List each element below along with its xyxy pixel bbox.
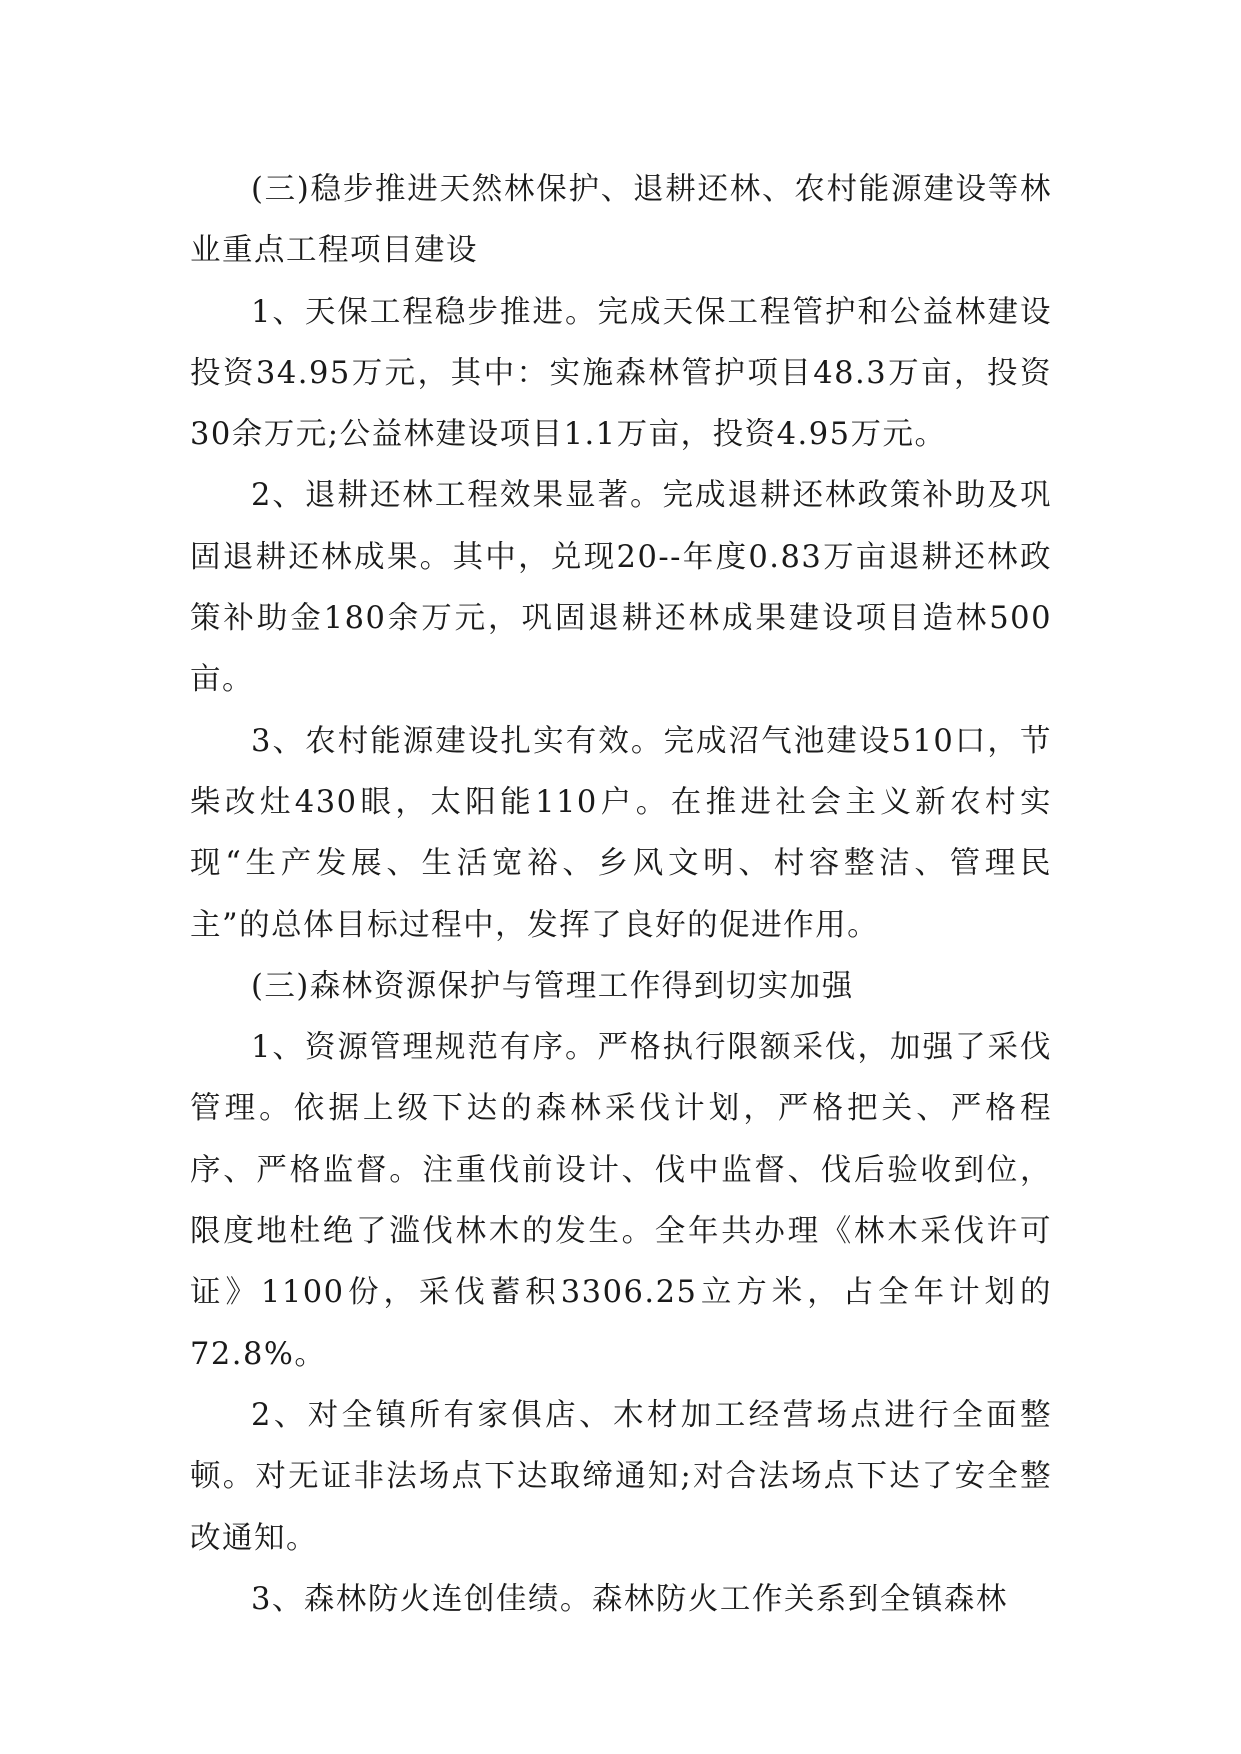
document-body	[190, 159, 1052, 1630]
paragraph: 1、天保工程稳步推进。完成天保工程管护和公益林建设投资34.95万元，其中：实施森林管护项目48.3万亩，投资30余万元;公益林建设项目1.1万亩，投资4.95万元。	[190, 294, 1052, 453]
paragraph: 3、森林防火连创佳绩。森林防火工作关系到全镇森林	[251, 1581, 1008, 1617]
paragraph: 1、资源管理规范有序。严格执行限额采伐，加强了采伐管理。依据上级下达的森林采伐计划，严格把关、严格程序、严格监督。注重伐前设计、伐中监督、伐后验收到位，限度地杜绝了滥伐林木的发生。全年共办理《林木采伐许可证》1100份，采伐蓄积3306.25立方米，占全年计划的72.8%。	[190, 1030, 1052, 1372]
paragraph: 2、退耕还林工程效果显著。完成退耕还林政策补助及巩固退耕还林成果。其中，兑现20--年度0.83万亩退耕还林政策补助金180余万元，巩固退耕还林成果建设项目造林500亩。	[190, 478, 1052, 698]
paragraph: 2、对全镇所有家俱店、木材加工经营场点进行全面整顿。对无证非法场点下达取缔通知;对合法场点下达了安全整改通知。	[190, 1397, 1052, 1556]
section-heading: (三)稳步推进天然林保护、退耕还林、农村能源建设等林业重点工程项目建设	[190, 172, 1052, 269]
paragraph: 3、农村能源建设扎实有效。完成沼气池建设510口，节柴改灶430眼，太阳能110户。在推进社会主义新农村实现“生产发展、生活宽裕、乡风文明、村容整洁、管理民主”的总体目标过程中，发挥了良好的促进作用。	[190, 723, 1052, 943]
section-heading: (三)森林资源保护与管理工作得到切实加强	[251, 968, 854, 1004]
